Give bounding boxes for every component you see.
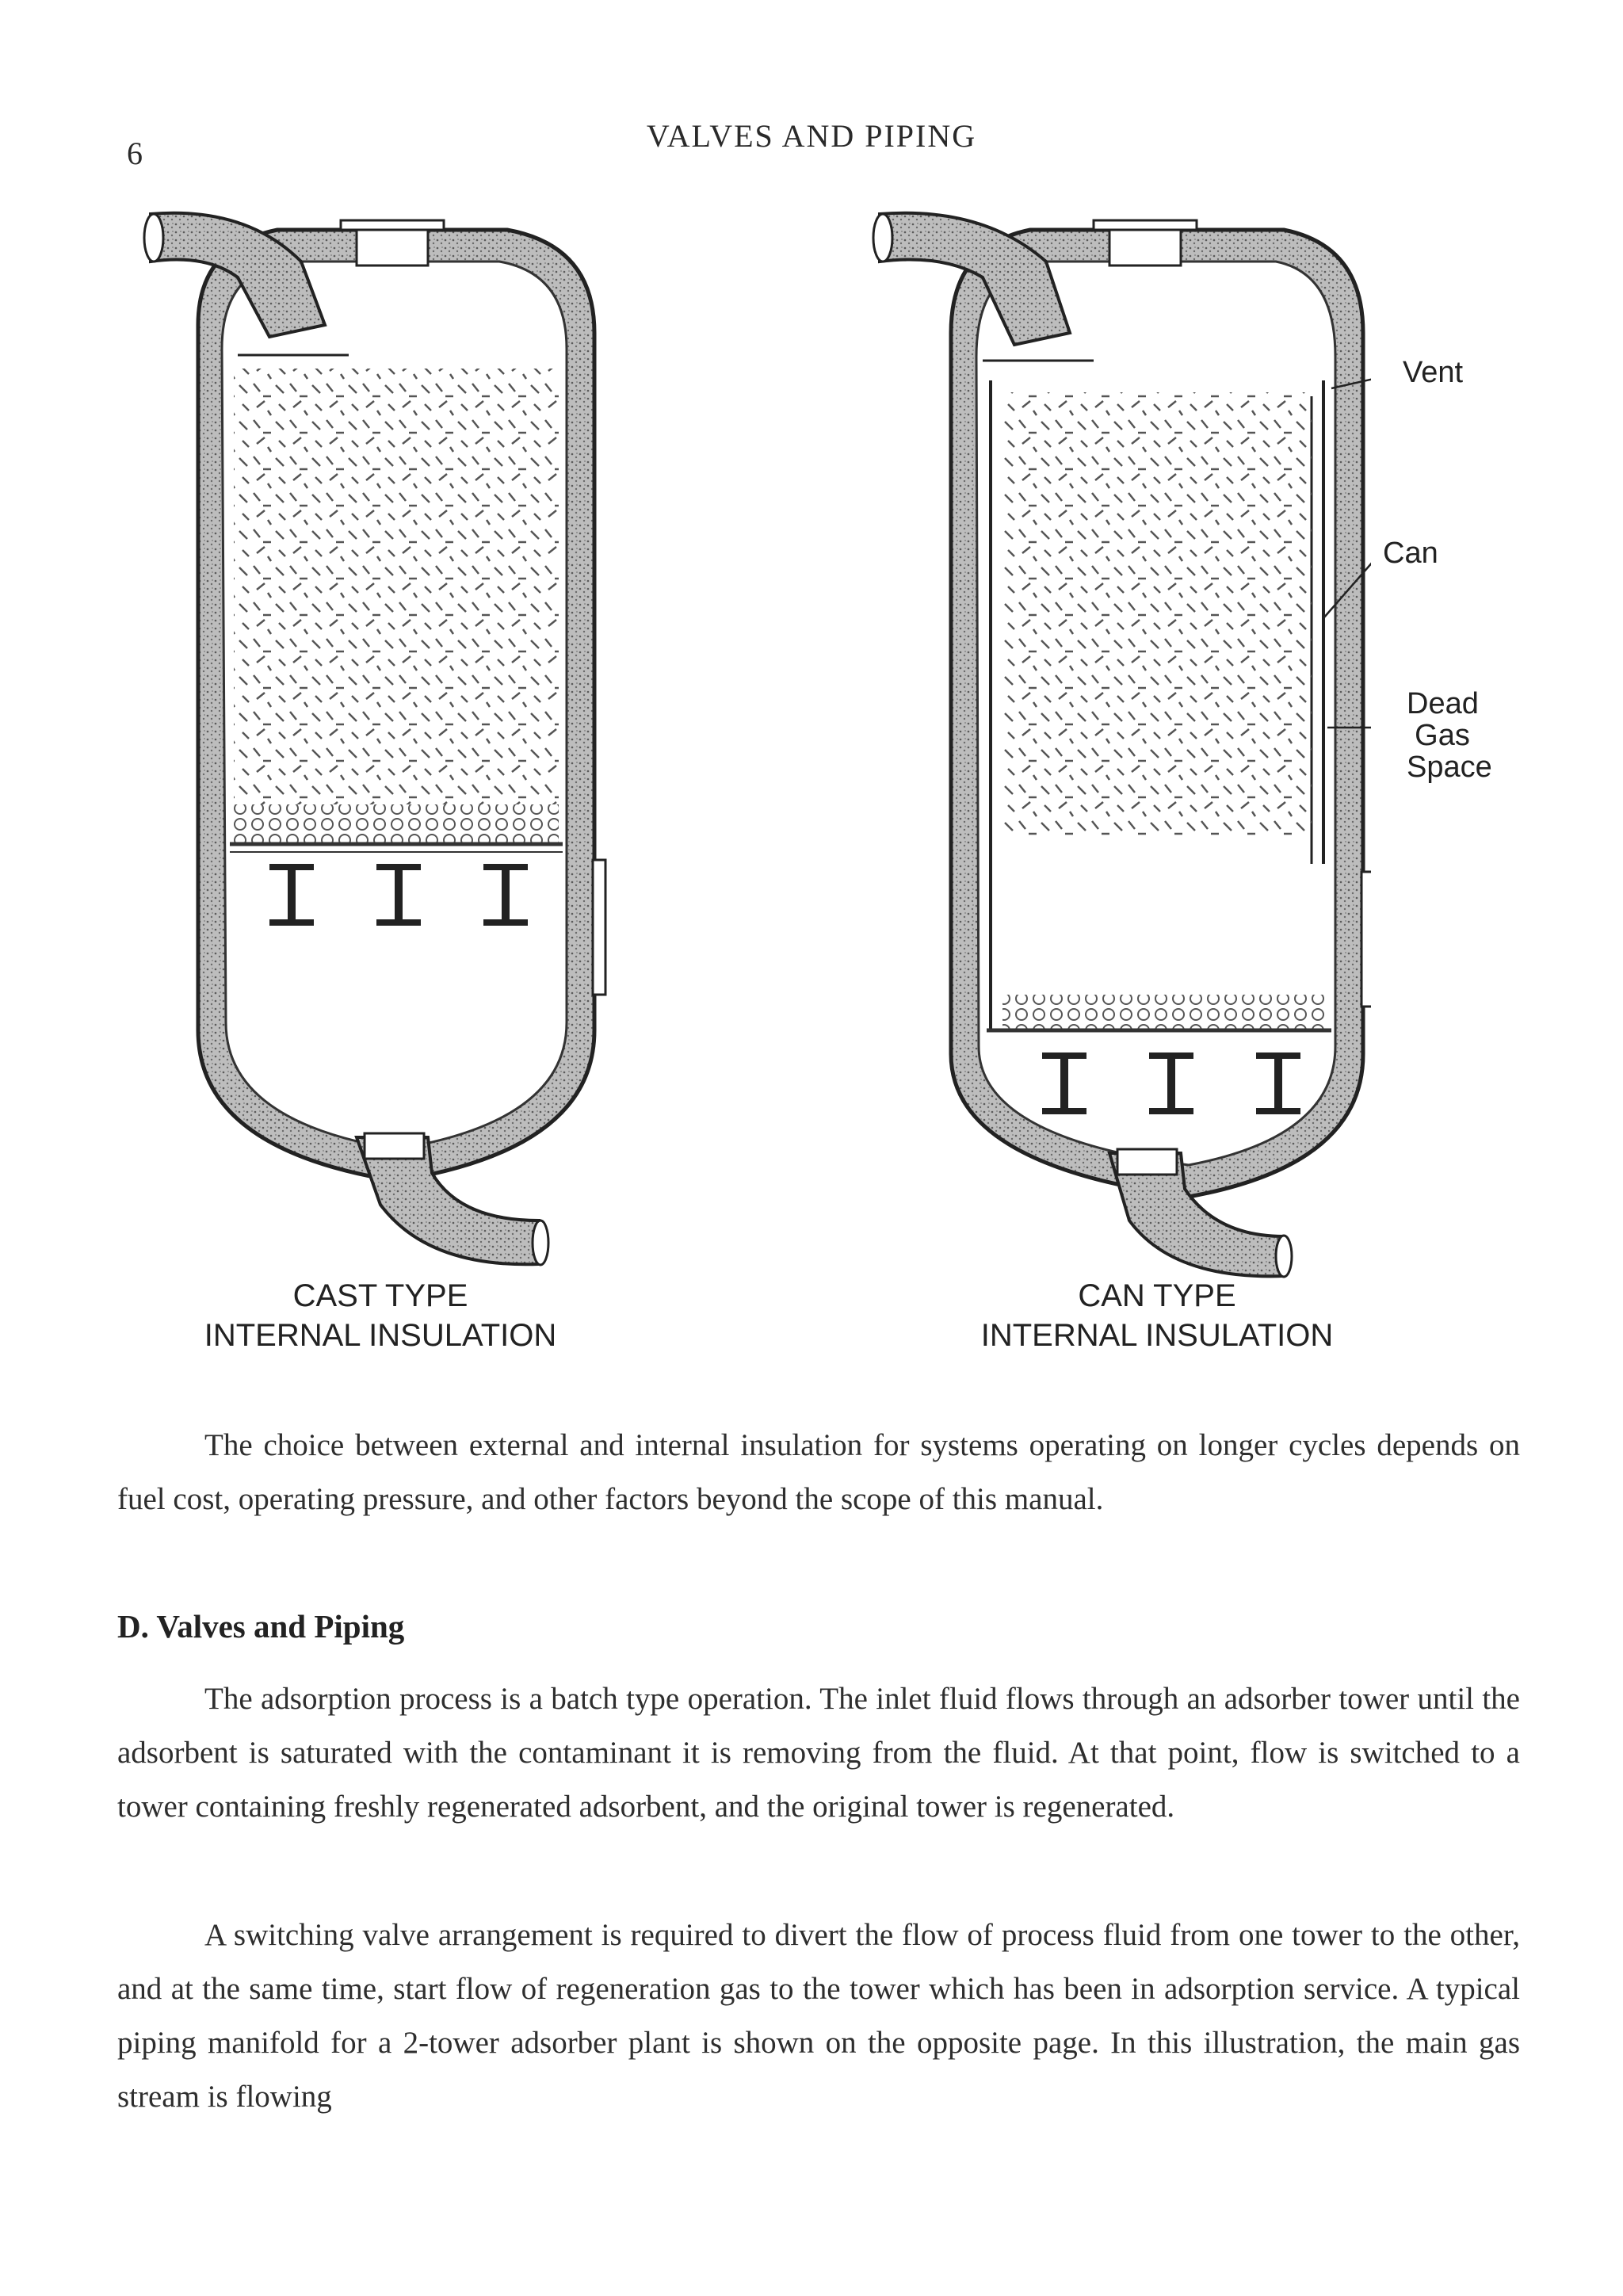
cast-type-caption	[143, 1276, 618, 1355]
page-number: 6	[127, 136, 143, 171]
paragraph-adsorption-process: The adsorption process is a batch type operation. The inlet fluid flows through an adsorber tower until the adsorbent is saturated with the contaminant it is removing from the fluid. At that point, flow is switched to a tower containing freshly regenerated adsorbent, and the original tower is regenerated.	[117, 1682, 1520, 1824]
dead-gas-space-line3: Space	[1407, 751, 1492, 784]
section-heading-valves-piping: D. Valves and Piping	[117, 1608, 405, 1645]
paragraph-switching-valve: A switching valve arrangement is required to divert the flow of process fluid from one tower to the other, and at the same time, start flow of regeneration gas to the tower which has been in adsorption service. A typical piping manifold for a 2-tower adsorber plant is shown on the opposite page. In this illustration, the main gas stream is flowing	[117, 1918, 1520, 2114]
can-type-caption-line2: INTERNAL INSULATION	[980, 1318, 1334, 1353]
can-type-caption-line1: CAN TYPE	[1078, 1278, 1236, 1313]
cast-type-caption-line1: CAST TYPE	[292, 1278, 468, 1313]
running-head: VALVES AND PIPING	[646, 118, 977, 154]
paragraph-insulation-choice: The choice between external and internal insulation for systems operating on longer cycles depends on fuel cost, operating pressure, and other factors beyond the scope of this manual.	[117, 1428, 1520, 1516]
dead-gas-space-line2: Gas	[1415, 719, 1470, 752]
can-label: Can	[1383, 537, 1438, 570]
dead-gas-space-label	[1407, 687, 1492, 784]
cast-type-tower-diagram	[127, 198, 642, 1276]
vent-label: Vent	[1403, 356, 1464, 389]
dead-gas-space-line1: Dead	[1407, 687, 1479, 720]
can-type-tower-diagram	[856, 198, 1371, 1284]
can-type-caption	[919, 1276, 1395, 1355]
cast-type-caption-line2: INTERNAL INSULATION	[204, 1318, 557, 1353]
